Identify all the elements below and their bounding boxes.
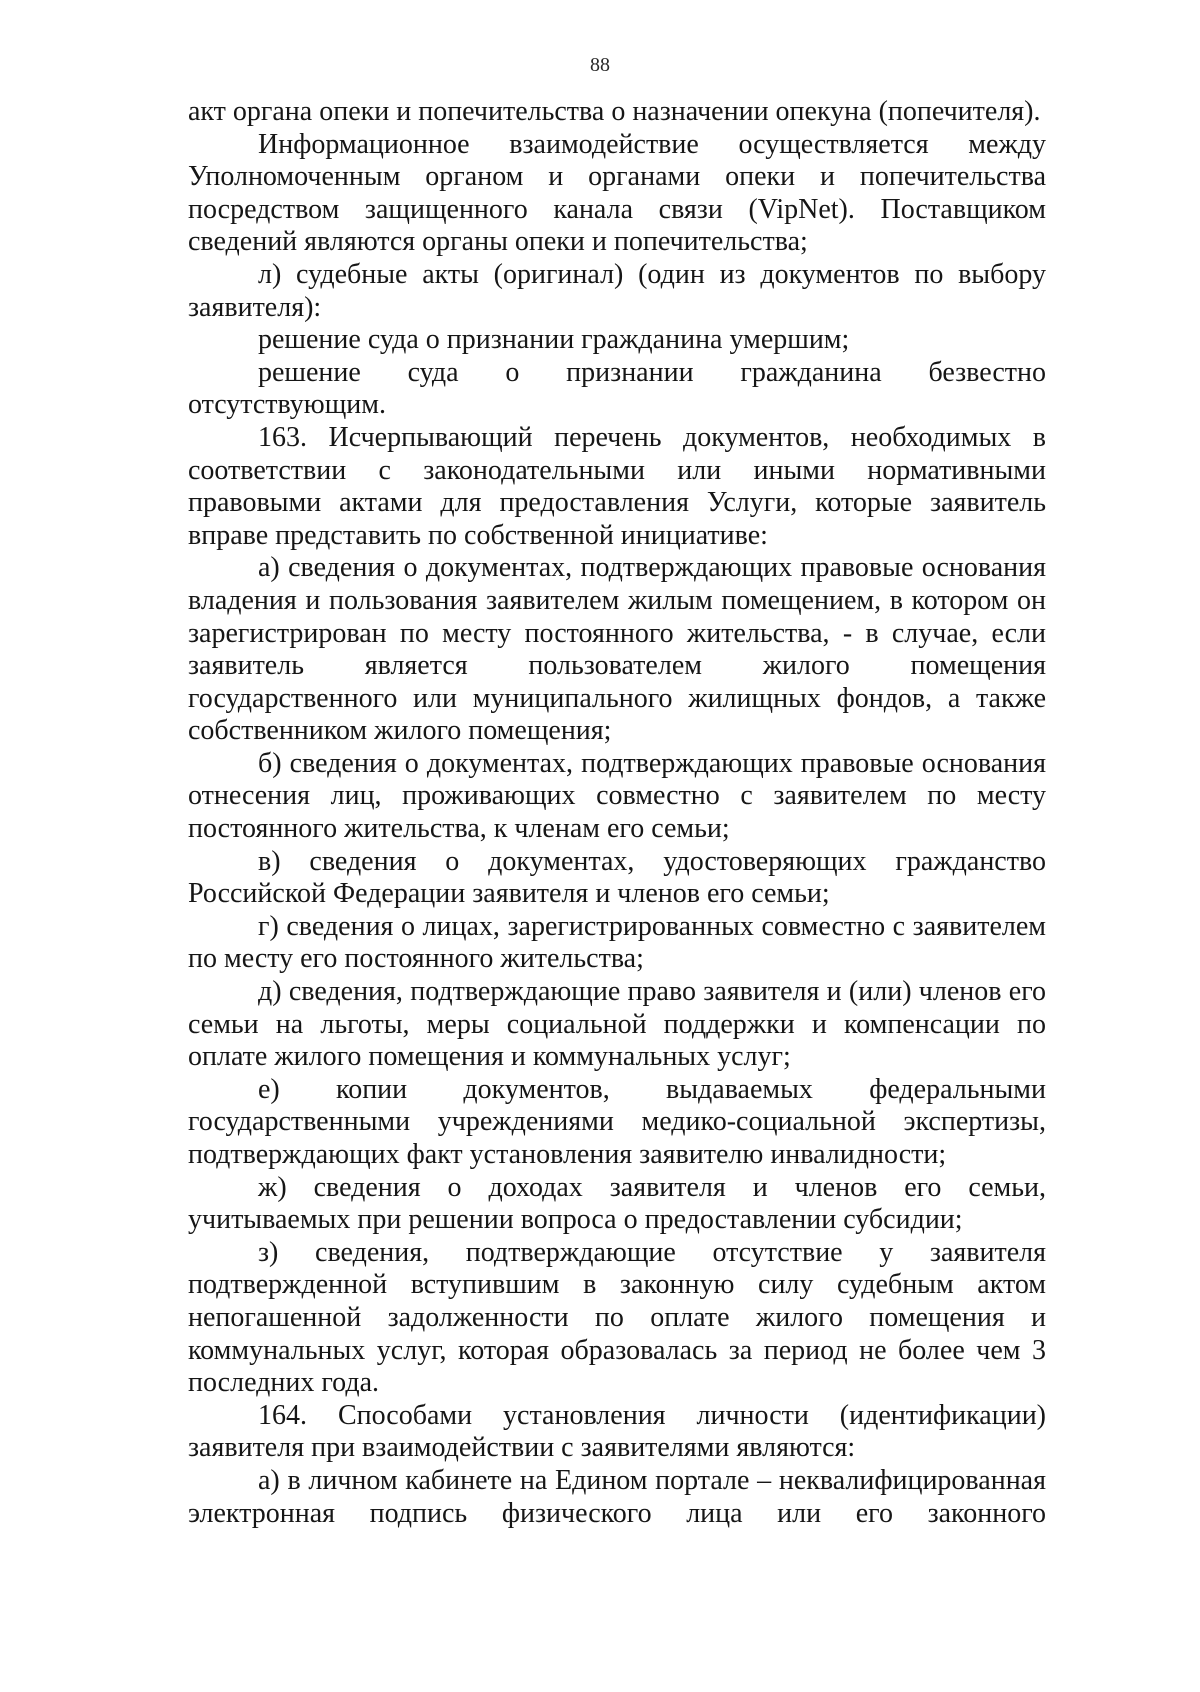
paragraph-item-d-benefits: д) сведения, подтверждающие право заявителя и (или) членов его семьи на льготы, меры социальной поддержки и компенсации по оплате жилого помещения и коммунальных услуг;	[188, 976, 1046, 1073]
document-body	[188, 96, 1046, 1530]
paragraph-item-zh-income: ж) сведения о доходах заявителя и членов его семьи, учитываемых при решении вопроса о предоставлении субсидии;	[188, 1171, 1046, 1236]
paragraph-item-b-family-members: б) сведения о документах, подтверждающих правовые основания отнесения лиц, проживающих совместно с заявителем по месту постоянного жительства, к членам его семьи;	[188, 747, 1046, 845]
paragraph-item-l-court-acts: л) судебные акты (оригинал) (один из документов по выбору заявителя):	[188, 258, 1046, 323]
paragraph-clause-164: 164. Способами установления личности (идентификации) заявителя при взаимодействии с заявителями являются:	[188, 1399, 1046, 1464]
paragraph-clause-163: 163. Исчерпывающий перечень документов, необходимых в соответствии с законодательными или иными нормативными правовыми актами для предоставления Услуги, которые заявитель вправе представить по собственной инициативе:	[188, 421, 1046, 551]
paragraph-court-decision-deceased: решение суда о признании гражданина умершим;	[258, 324, 850, 356]
paragraph-item-a-personal-account: а) в личном кабинете на Едином портале – неквалифицированная электронная подпись физического лица или его законного	[188, 1464, 1046, 1529]
paragraph-item-z-debt: з) сведения, подтверждающие отсутствие у заявителя подтвержденной вступившим в законную силу судебным актом непогашенной задолженности по оплате жилого помещения и коммунальных услуг, которая образовалась за период не более чем 3 последних года.	[188, 1236, 1046, 1399]
paragraph-item-v-citizenship: в) сведения о документах, удостоверяющих гражданство Российской Федерации заявителя и членов его семьи;	[188, 845, 1046, 910]
paragraph-court-decision-missing: решение суда о признании гражданина безвестно отсутствующим.	[188, 356, 1046, 421]
paragraph-guardianship-act: акт органа опеки и попечительства о назначении опекуна (попечителя).	[188, 96, 1041, 127]
page-number: 88	[590, 54, 610, 76]
paragraph-item-a-housing-rights: а) сведения о документах, подтверждающих правовые основания владения и пользования заявителем жилым помещением, в котором он зарегистрирован по месту постоянного жительства, - в случае, если заявитель является пользователем жилого помещения государственного или муниципального жилищных фондов, а также собственником жилого помещения;	[188, 552, 1046, 747]
paragraph-item-e-disability: е) копии документов, выдаваемых федеральными государственными учреждениями медико-социальной экспертизы, подтверждающих факт установления заявителю инвалидности;	[188, 1073, 1046, 1170]
paragraph-item-g-registered-persons: г) сведения о лицах, зарегистрированных совместно с заявителем по месту его постоянного жительства;	[188, 910, 1046, 975]
paragraph-information-exchange: Информационное взаимодействие осуществляется между Уполномоченным органом и органами опеки и попечительства посредством защищенного канала связи (VipNet). Поставщиком сведений являются органы опеки и попечительства;	[188, 128, 1046, 258]
